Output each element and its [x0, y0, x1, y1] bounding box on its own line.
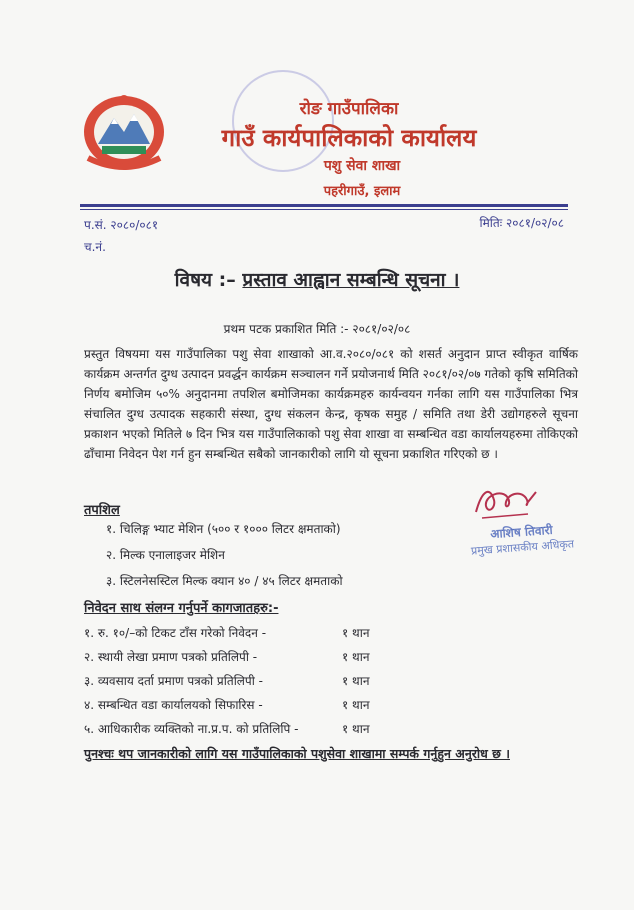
- document-row: [84, 621, 402, 645]
- document-qty: १ थान: [342, 722, 370, 736]
- document-name: १. रु. १०/–को टिकट टाँस गरेको निवेदन -: [84, 626, 267, 640]
- header-divider-thin: [80, 209, 568, 210]
- subject-line: [0, 266, 634, 292]
- header-divider: [80, 204, 568, 207]
- header-section: पशु सेवा शाखा: [323, 158, 401, 174]
- body-paragraph: [84, 344, 578, 464]
- document-name: ३. व्यवसाय दर्ता प्रमाण पत्रको प्रतिलिपी -: [84, 674, 264, 688]
- reference-number: प.सं. २०८०/०८१: [84, 218, 159, 232]
- document-row: [84, 645, 402, 669]
- postscript-note: पुनश्चः थप जानकारीको लागि यस गाउँपालिकाको पशुसेवा शाखामा सम्पर्क गर्नुहुन अनुरोध छ ।: [84, 746, 510, 761]
- schedule-item: १. चिलिङ्ग भ्याट मेशिन (५०० र १००० लिटर क्षमताको): [106, 522, 341, 536]
- stamp-designation: प्रमुख प्रशासकीय अधिकृत: [470, 537, 575, 558]
- document-row: [84, 717, 402, 741]
- header-office: गाउँ कार्यपालिकाको कार्यालय: [221, 124, 477, 152]
- documents-title: निवेदन साथ संलग्न गर्नुपर्ने कागजातहरु:-: [84, 601, 279, 616]
- subject-label: विषय :–: [174, 269, 236, 291]
- document-row: [84, 669, 402, 693]
- document-qty: १ थान: [342, 626, 370, 640]
- dispatch-number: च.नं.: [84, 240, 106, 254]
- stamp-name: आशिष तिवारी: [489, 522, 554, 542]
- document-row: [84, 693, 402, 717]
- subject-value: प्रस्ताव आह्वान सम्बन्धि सूचना ।: [242, 269, 460, 291]
- document-qty: १ थान: [342, 674, 370, 688]
- document-qty: १ थान: [342, 650, 370, 664]
- schedule-item: २. मिल्क एनालाइजर मेशिन: [106, 548, 225, 562]
- signature: [468, 480, 540, 524]
- official-stamp: [461, 520, 583, 560]
- letter-date: मितिः २०८१/०२/०८: [479, 216, 564, 230]
- document-name: २. स्थायी लेखा प्रमाण पत्रको प्रतिलिपी -: [84, 650, 258, 664]
- published-date: प्रथम पटक प्रकाशित मिति :- २०८१/०२/०८: [223, 322, 411, 336]
- schedule-item: ३. स्टिलनेसस्टिल मिल्क क्यान ४० / ४५ लिटर क्षमताको: [106, 574, 343, 588]
- schedule-list: [106, 516, 343, 594]
- document-name: ४. सम्बन्धित वडा कार्यालयको सिफारिस -: [84, 698, 263, 712]
- header-municipality: रोङ गाउँपालिका: [299, 99, 399, 119]
- body-text: प्रस्तुत विषयमा यस गाउँपालिका पशु सेवा शाखाको आ.व.२०८०/०८१ को शसर्त अनुदान प्राप्त स्वीकृत वार्षिक कार्यक्रम अन्तर्गत दुग्ध उत्पादन प्रवर्द्धन कार्यक्रम सञ्चालन गर्ने प्रयोजनार्थ मिति २०८१/०२/०७ गतेको कृषि समितिको निर्णय बमोजिम ५०% अनुदानमा तपशिल बमोजिमका कार्यक्रमहरु कार्यन्वयन गर्नका लागि यस गाउँपालिका भित्र संचालित दुग्ध उत्पादक सहकारी संस्था, दुग्ध संकलन केन्द्र, कृषक समुह / समिति तथा डेरी उद्योगहरुले सूचना प्रकाशन भएको मितिले ७ दिन भित्र यस गाउँपालिकाको पशु सेवा शाखा वा सम्बन्धित वडा कार्यालयहरुमा तोकिएको ढाँचामा निवेदन पेश गर्न हुन सम्बन्धित सबैको जानकारीको लागि यो सूचना प्रकाशित गरिएको छ ।: [84, 347, 578, 461]
- schedule-title: तपशिल: [84, 503, 120, 518]
- reference-block: [84, 214, 158, 258]
- header-address: पहरीगाउँ, इलाम: [323, 184, 401, 199]
- document-qty: १ थान: [342, 698, 370, 712]
- document-name: ५. आधिकारीक व्यक्तिको ना.प्र.प. को प्रतिलिपि -: [84, 722, 299, 736]
- documents-list: [84, 621, 402, 741]
